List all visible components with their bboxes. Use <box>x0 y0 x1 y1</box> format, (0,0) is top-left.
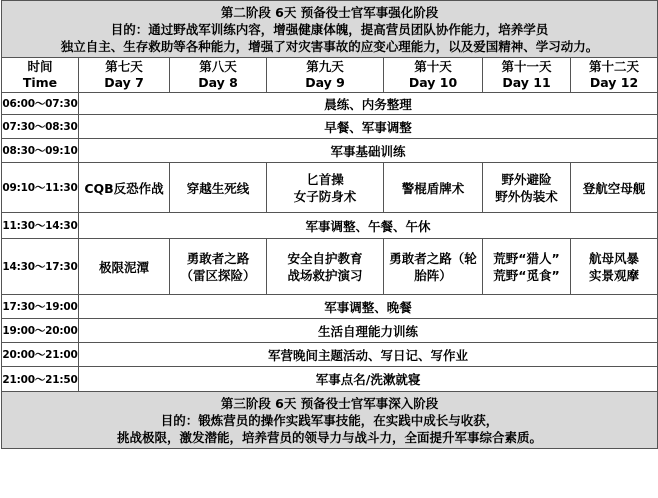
stage2-title: 第二阶段 6天 预备役士官军事强化阶段 <box>220 4 439 20</box>
column-header-row <box>2 58 658 93</box>
time-column-header <box>2 58 79 93</box>
day9-activity-line1: 安全自护教育 <box>287 250 363 266</box>
day10-activity: 警棍盾牌术 <box>384 163 483 213</box>
day11-header-cn: 第十一天 <box>501 59 552 74</box>
day8-column-header <box>170 58 267 93</box>
day9-header-en: Day 9 <box>305 75 345 90</box>
time-cell: 07:30～08:30 <box>2 115 79 139</box>
day8-header-cn: 第八天 <box>199 59 237 74</box>
day12-activity: 登航空母舰 <box>571 163 658 213</box>
activity-cell: 早餐、军事调整 <box>79 115 658 139</box>
activity-cell: 晨练、内务整理 <box>79 93 658 115</box>
activity-cell: 军事基础训练 <box>79 139 658 163</box>
stage3-purpose-line1: 目的：锻炼营员的操作实践军事技能，在实践中成长与收获， <box>160 412 499 428</box>
table-row <box>2 319 658 343</box>
table-row <box>2 367 658 392</box>
activity-cell: 生活自理能力训练 <box>79 319 658 343</box>
table-row <box>2 93 658 115</box>
day11-activity <box>483 163 571 213</box>
day11-header-en: Day 11 <box>502 75 551 90</box>
stage2-header-row <box>2 1 658 58</box>
day10-header-cn: 第十天 <box>414 59 452 74</box>
time-header-cn: 时间 <box>27 59 53 74</box>
day7-activity: 极限泥潭 <box>79 239 170 295</box>
day8-header-en: Day 8 <box>198 75 238 90</box>
time-cell: 09:10～11:30 <box>2 163 79 213</box>
day12-header-cn: 第十二天 <box>589 59 640 74</box>
table-row <box>2 343 658 367</box>
day10-activity-line1: 勇敢者之路（轮 <box>389 250 477 266</box>
day12-header-en: Day 12 <box>589 75 639 90</box>
time-cell: 21:00～21:50 <box>2 367 79 392</box>
table-row <box>2 295 658 319</box>
day12-activity-line2: 实景观摩 <box>589 267 640 283</box>
table-row <box>2 163 658 213</box>
activity-cell: 军营晚间主题活动、写日记、写作业 <box>79 343 658 367</box>
table-row <box>2 139 658 163</box>
activity-cell: 军事调整、晚餐 <box>79 295 658 319</box>
day10-header-en: Day 10 <box>408 75 458 90</box>
day9-activity <box>267 163 384 213</box>
day11-activity-line2: 荒野“觅食” <box>493 267 560 283</box>
time-header-en: Time <box>22 75 58 90</box>
time-cell: 08:30～09:10 <box>2 139 79 163</box>
day10-column-header <box>384 58 483 93</box>
day11-activity-line1: 荒野“猎人” <box>493 250 560 266</box>
day7-header-cn: 第七天 <box>105 59 143 74</box>
time-cell: 17:30～19:00 <box>2 295 79 319</box>
day9-activity-line1: 匕首操 <box>306 171 344 187</box>
activity-cell: 军事调整、午餐、午休 <box>79 213 658 239</box>
stage3-header-row <box>2 392 658 449</box>
day10-activity <box>384 239 483 295</box>
day8-activity <box>170 239 267 295</box>
time-cell: 19:00～20:00 <box>2 319 79 343</box>
time-cell: 14:30～17:30 <box>2 239 79 295</box>
day11-activity-line1: 野外避险 <box>501 171 552 187</box>
time-cell: 06:00～07:30 <box>2 93 79 115</box>
day9-column-header <box>267 58 384 93</box>
table-row <box>2 115 658 139</box>
day10-activity-line2: 胎阵） <box>414 267 452 283</box>
day12-activity <box>571 239 658 295</box>
day7-header-en: Day 7 <box>104 75 144 90</box>
activity-cell: 军事点名/洗漱就寝 <box>79 367 658 392</box>
time-cell: 20:00～21:00 <box>2 343 79 367</box>
stage2-header <box>2 1 658 58</box>
day9-activity-line2: 战场救护演习 <box>287 267 363 283</box>
table-row <box>2 213 658 239</box>
stage3-purpose-line2: 挑战极限，激发潜能，培养营员的领导力与战斗力，全面提升军事综合素质。 <box>117 429 543 445</box>
stage2-purpose-line1: 目的：通过野战军训练内容，增强健康体魄，提高营员团队协作能力，培养学员 <box>110 21 549 37</box>
day12-activity-line1: 航母风暴 <box>589 250 640 266</box>
day9-activity <box>267 239 384 295</box>
day7-column-header <box>79 58 170 93</box>
stage2-purpose-line2: 独立自主、生存救助等各种能力，增强了对灾害事故的应变心理能力，以及爱国精神、学习动力。 <box>60 38 599 54</box>
day8-activity: 穿越生死线 <box>170 163 267 213</box>
stage3-title: 第三阶段 6天 预备役士官军事深入阶段 <box>220 395 439 411</box>
day11-activity <box>483 239 571 295</box>
day9-activity-line2: 女子防身术 <box>293 188 357 204</box>
stage3-header <box>2 392 658 449</box>
day12-column-header <box>571 58 658 93</box>
day7-activity: CQB反恐作战 <box>79 163 170 213</box>
day11-column-header <box>483 58 571 93</box>
day9-header-cn: 第九天 <box>306 59 344 74</box>
day8-activity-line1: 勇敢者之路 <box>186 250 250 266</box>
day8-activity-line2: （雷区探险） <box>180 267 256 283</box>
time-cell: 11:30～14:30 <box>2 213 79 239</box>
schedule-table <box>1 0 658 449</box>
table-row <box>2 239 658 295</box>
day11-activity-line2: 野外伪装术 <box>495 188 558 204</box>
